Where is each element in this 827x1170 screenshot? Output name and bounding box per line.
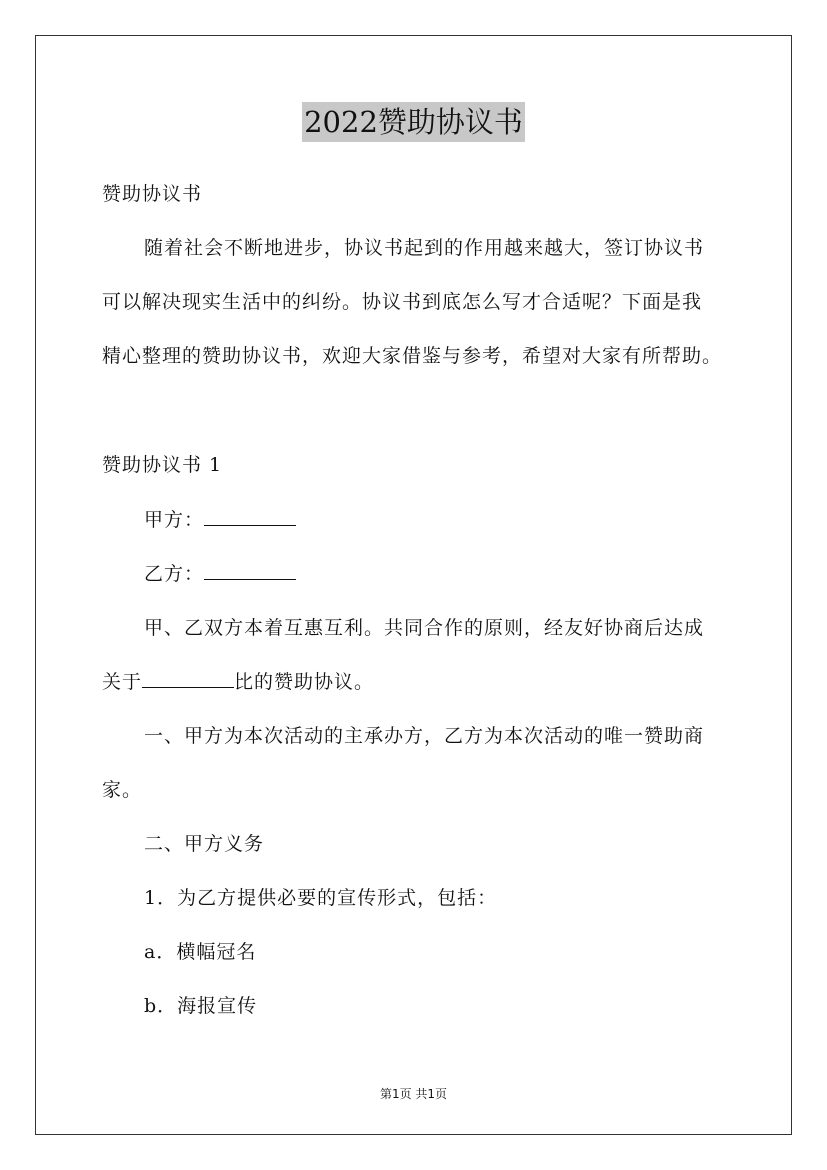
agreement-suffix: 比的赞助协议。 <box>234 671 375 693</box>
item-a: a．横幅冠名 <box>144 941 257 963</box>
party-a-line <box>144 507 296 533</box>
clause-1-line-1: 一、甲方为本次活动的主承办方，乙方为本次活动的唯一赞助商 <box>144 725 705 747</box>
clause-1-line-2: 家。 <box>102 779 143 801</box>
agreement-prefix: 关于 <box>102 671 143 693</box>
agreement-line-2 <box>102 669 374 695</box>
item-1: 1．为乙方提供必要的宣传形式，包括： <box>144 887 498 909</box>
party-b-blank <box>204 561 296 580</box>
intro-line-3: 精心整理的赞助协议书，欢迎大家借鉴与参考，希望对大家有所帮助。 <box>102 345 723 367</box>
party-b-line <box>144 561 296 587</box>
item-b: b．海报宣传 <box>144 995 258 1017</box>
agreement-blank <box>142 669 234 688</box>
intro-line-1: 随着社会不断地进步，协议书起到的作用越来越大，签订协议书 <box>144 237 705 259</box>
document-title: 2022赞助协议书 <box>302 102 525 142</box>
party-b-label: 乙方： <box>144 563 205 585</box>
party-a-blank <box>204 507 296 526</box>
party-a-label: 甲方： <box>144 509 205 531</box>
page-footer: 第1页 共1页 <box>379 1087 448 1101</box>
document-subtitle: 赞助协议书 <box>102 183 203 205</box>
clause-2-heading: 二、甲方义务 <box>144 833 265 855</box>
agreement-line-1: 甲、乙双方本着互惠互利。共同合作的原则，经友好协商后达成 <box>144 617 705 639</box>
section-heading: 赞助协议书 1 <box>102 454 223 476</box>
title-container <box>0 102 827 142</box>
intro-line-2: 可以解决现实生活中的纠纷。协议书到底怎么写才合适呢？下面是我 <box>102 291 703 313</box>
